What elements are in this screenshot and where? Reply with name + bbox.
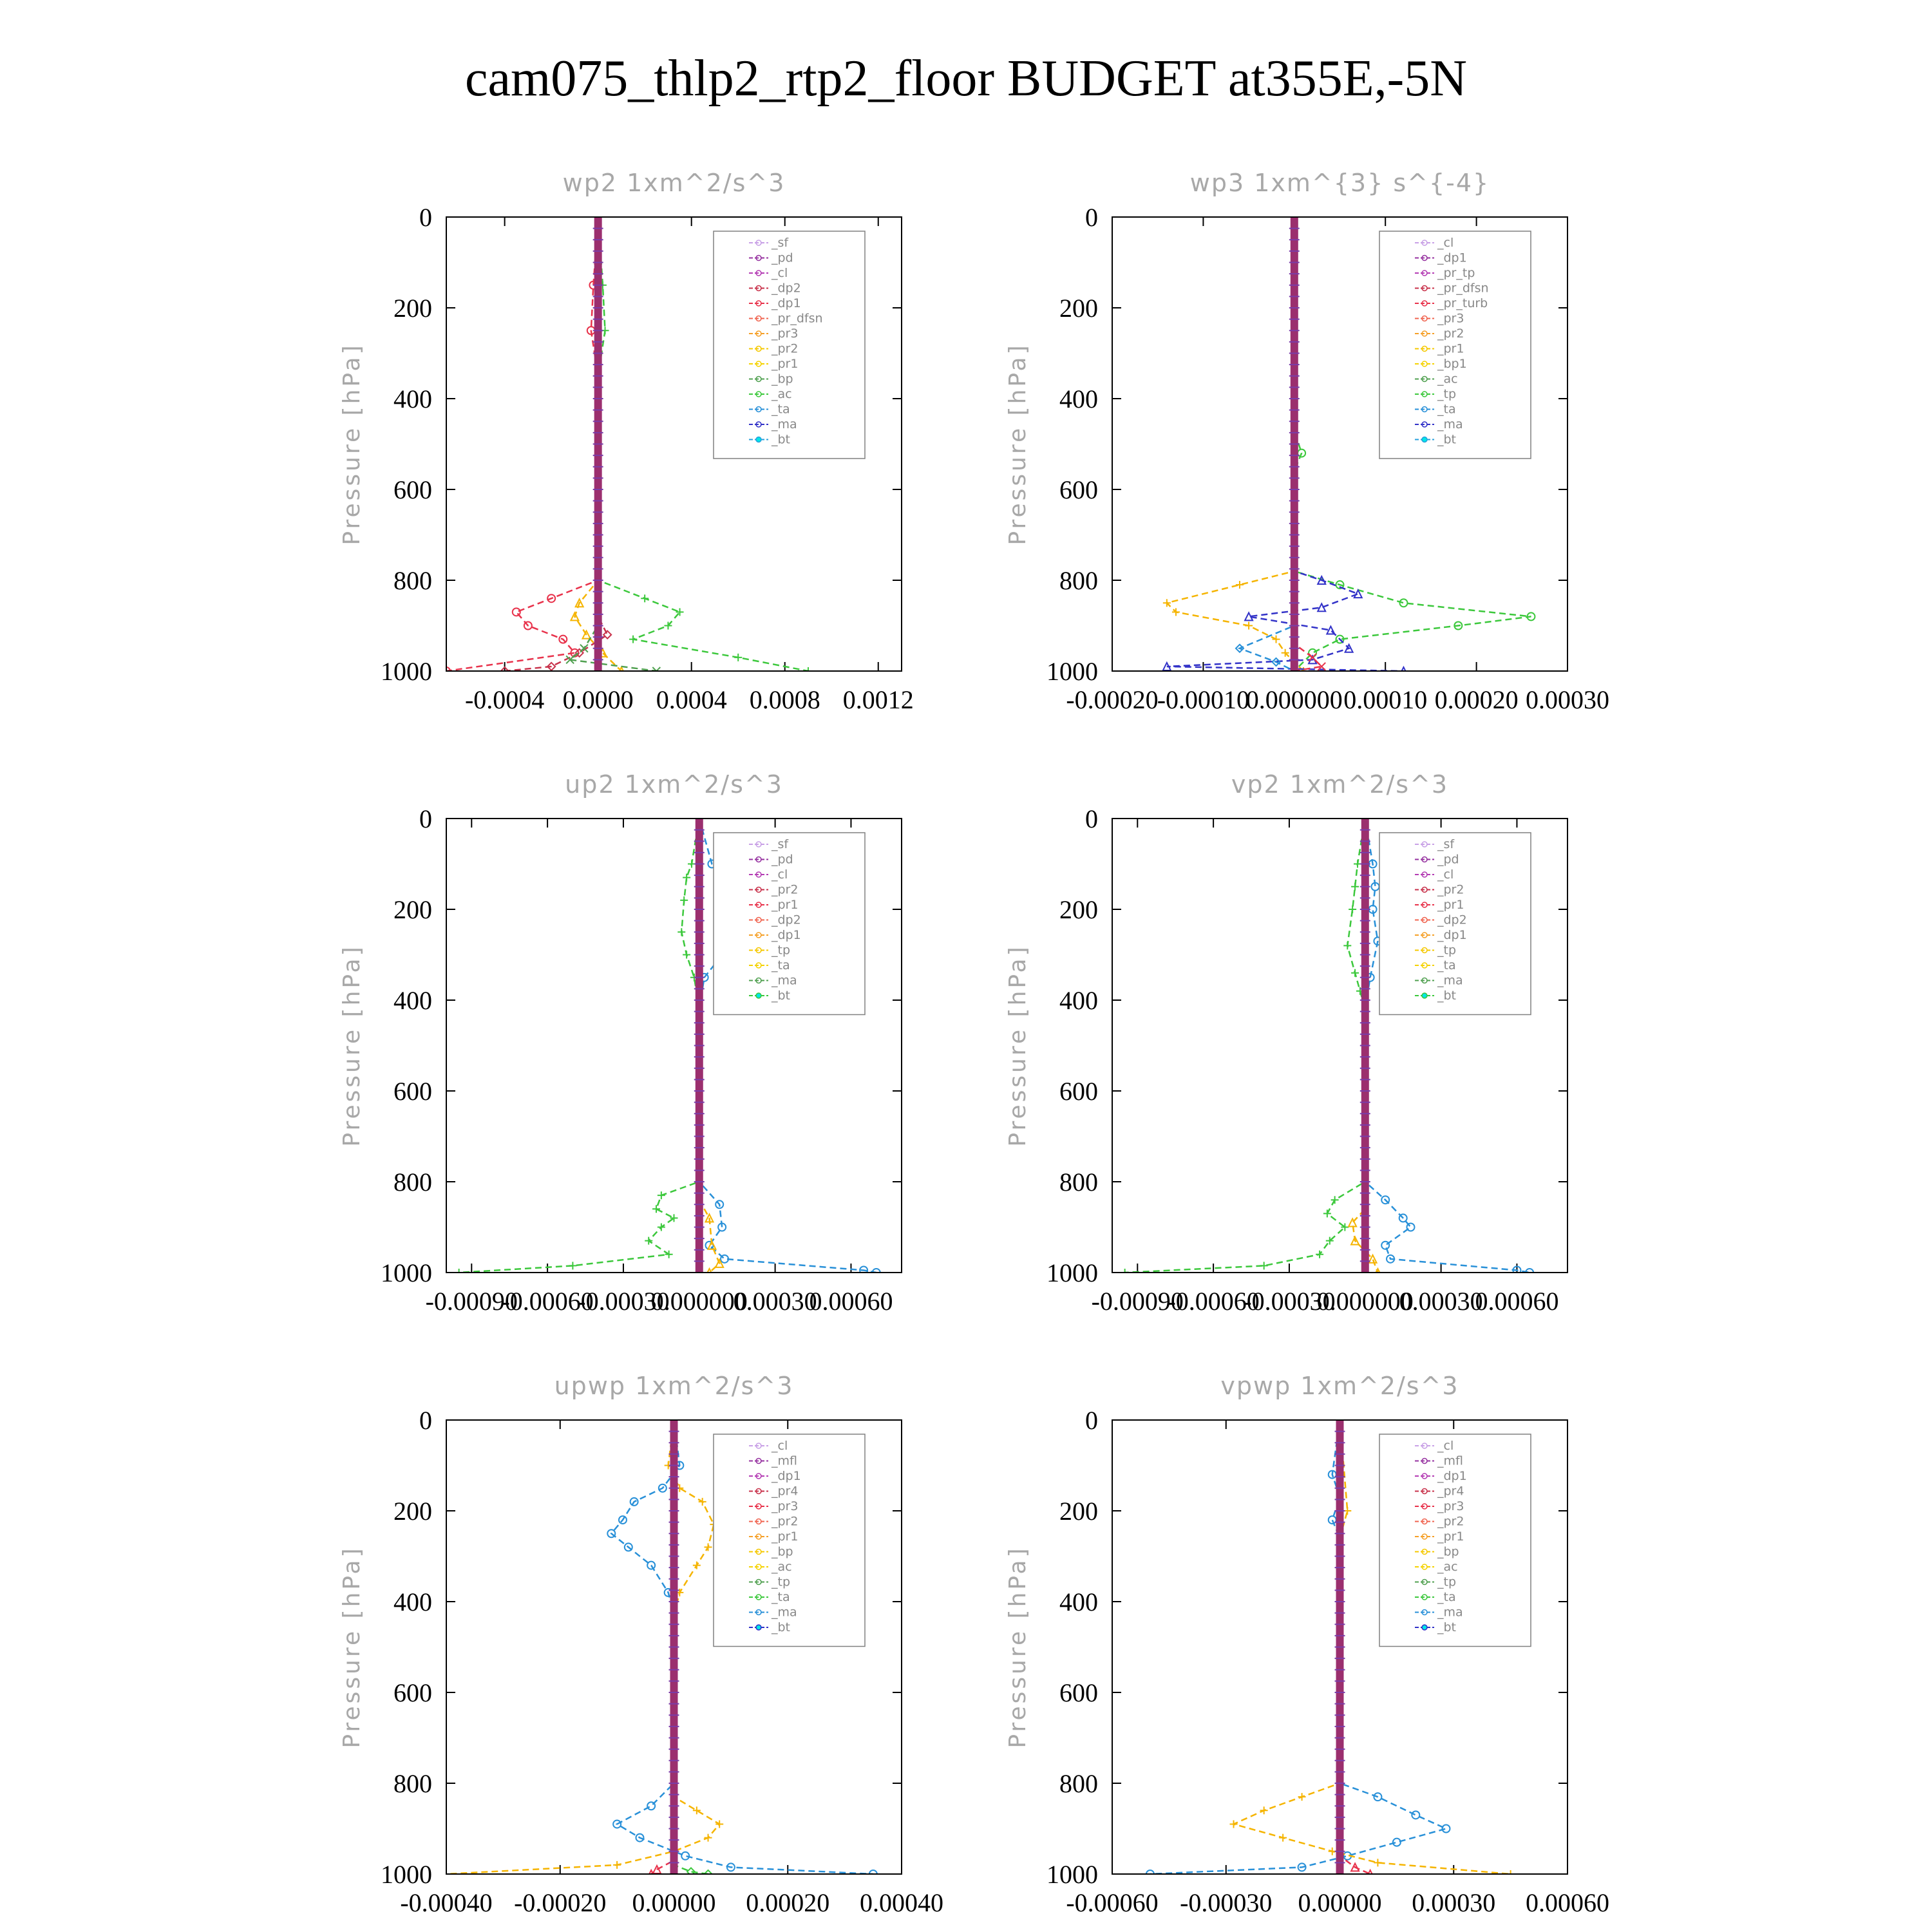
data-point <box>658 1191 665 1199</box>
y-tick-label: 400 <box>393 384 432 413</box>
x-tick-label: -0.00030 <box>1180 1888 1273 1917</box>
x-tick-label: 0.00060 <box>809 1287 893 1316</box>
legend-entry: _pr1 <box>1437 341 1464 356</box>
legend-entry: _dp1 <box>772 296 801 310</box>
data-point <box>1230 1820 1238 1828</box>
legend-entry: _ma <box>772 1605 797 1620</box>
legend-entry: _sf <box>772 236 789 250</box>
panel-title: wp2 1xm^2/s^3 <box>562 169 786 197</box>
y-tick-label: 200 <box>1059 1497 1098 1526</box>
legend-entry: _sf <box>1437 837 1455 851</box>
legend-marker <box>1422 993 1427 998</box>
legend-entry: _pd <box>772 852 793 867</box>
data-point <box>1351 969 1359 977</box>
y-tick-label: 1000 <box>381 657 432 686</box>
y-tick-label: 0 <box>1085 804 1098 833</box>
x-tick-label: -0.00090 <box>425 1287 518 1316</box>
data-point <box>652 1205 660 1213</box>
legend-entry: _dp2 <box>772 913 801 927</box>
series-line <box>1167 217 1404 671</box>
legend-entry: _cl <box>772 1439 788 1453</box>
legend-entry: _bp <box>1437 1544 1459 1559</box>
legend-entry: _ta <box>1437 1590 1456 1604</box>
legend-entry: _bt <box>772 989 791 1003</box>
legend-entry: _tp <box>772 943 791 958</box>
legend-entry: _pr_turb <box>1437 296 1488 310</box>
y-tick-label: 800 <box>1059 1769 1098 1798</box>
y-tick-label: 200 <box>393 294 432 323</box>
legend-entry: _pd <box>1437 852 1459 867</box>
x-tick-label: 0.0004 <box>656 685 727 714</box>
legend-entry: _cl <box>1437 867 1454 882</box>
data-point <box>1172 608 1180 616</box>
data-point <box>1260 1806 1268 1814</box>
data-point <box>1260 1262 1268 1269</box>
chart-panel <box>1005 169 1609 714</box>
y-tick-label: 400 <box>393 986 432 1015</box>
data-point <box>693 1562 701 1569</box>
series-line <box>446 217 598 671</box>
y-tick-label: 200 <box>393 895 432 924</box>
legend-entry: _ac <box>772 387 792 401</box>
legend-marker <box>756 993 761 998</box>
legend-entry: _dp1 <box>1437 928 1467 942</box>
y-tick-label: 400 <box>1059 986 1098 1015</box>
legend-entry: _ac <box>1437 372 1458 386</box>
legend-entry: _cl <box>1437 236 1454 250</box>
chart-panel <box>1005 1372 1609 1917</box>
legend-marker <box>1422 437 1427 442</box>
y-tick-label: 200 <box>1059 294 1098 323</box>
panel-title: vp2 1xm^2/s^3 <box>1231 770 1449 799</box>
chart-panel <box>339 169 914 714</box>
legend-marker <box>756 437 761 442</box>
chart-panel <box>339 1372 943 1917</box>
x-tick-label: 0.00030 <box>733 1287 817 1316</box>
x-tick-label: 0.00000 <box>632 1888 716 1917</box>
y-tick-label: 600 <box>1059 1678 1098 1707</box>
x-tick-label: 0.00030 <box>1526 685 1609 714</box>
legend-entry: _cl <box>772 867 788 882</box>
y-tick-label: 800 <box>393 1168 432 1197</box>
y-tick-label: 1000 <box>1046 1258 1098 1287</box>
legend-entry: _dp2 <box>772 281 801 296</box>
legend-entry: _pr2 <box>772 341 799 356</box>
data-point <box>1343 942 1351 949</box>
legend-entry: _ac <box>1437 1560 1458 1574</box>
series-line <box>570 217 656 671</box>
y-axis-label: Pressure [hPa] <box>339 343 365 545</box>
legend-entry: _ta <box>772 1590 790 1604</box>
data-point <box>613 1861 621 1869</box>
legend-entry: _ta <box>772 958 790 972</box>
y-axis-label: Pressure [hPa] <box>1005 1546 1031 1748</box>
y-tick-label: 800 <box>393 566 432 595</box>
data-point <box>1351 883 1359 891</box>
y-tick-label: 200 <box>1059 895 1098 924</box>
y-tick-label: 600 <box>393 1077 432 1106</box>
legend-entry: _tp <box>1437 387 1457 401</box>
data-point <box>1298 1793 1306 1801</box>
legend-entry: _pr1 <box>1437 898 1464 912</box>
data-point <box>693 1806 701 1814</box>
data-point <box>1327 627 1334 634</box>
y-tick-label: 400 <box>1059 1587 1098 1616</box>
x-tick-label: -0.00030 <box>1243 1287 1336 1316</box>
chart-panel <box>1005 770 1567 1316</box>
y-tick-label: 1000 <box>1046 657 1098 686</box>
chart-panel <box>339 770 902 1316</box>
y-tick-label: 1000 <box>381 1258 432 1287</box>
legend-entry: _mfl <box>1437 1454 1463 1468</box>
data-point <box>699 1498 706 1506</box>
x-tick-label: 0.000000 <box>1316 1287 1414 1316</box>
legend-entry: _ma <box>1437 973 1463 988</box>
data-point <box>1279 1834 1287 1842</box>
legend-marker <box>1422 1625 1427 1630</box>
y-tick-label: 400 <box>1059 384 1098 413</box>
data-point <box>1374 1859 1381 1866</box>
data-point <box>1406 1224 1414 1231</box>
y-tick-label: 600 <box>1059 475 1098 504</box>
panel-title: upwp 1xm^2/s^3 <box>554 1372 794 1400</box>
x-tick-label: -0.00020 <box>1066 685 1159 714</box>
legend-entry: _bp <box>772 1544 793 1559</box>
legend-entry: _ta <box>1437 402 1456 417</box>
legend-entry: _sf <box>772 837 789 851</box>
y-tick-label: 600 <box>393 475 432 504</box>
legend-entry: _pr2 <box>1437 1514 1464 1529</box>
legend-entry: _pr2 <box>772 1514 799 1529</box>
legend-entry: _dp2 <box>1437 913 1467 927</box>
data-point <box>647 1802 655 1810</box>
legend-entry: _pr2 <box>772 882 799 897</box>
legend-entry: _bt <box>1437 432 1457 447</box>
legend-entry: _cl <box>1437 1439 1454 1453</box>
x-tick-label: 0.00030 <box>1412 1888 1496 1917</box>
legend-entry: _dp1 <box>1437 251 1467 265</box>
legend-entry: _bp <box>772 372 793 386</box>
data-point <box>680 896 688 904</box>
y-tick-label: 0 <box>419 1406 432 1435</box>
legend-entry: _pr1 <box>772 898 799 912</box>
data-point <box>683 874 690 882</box>
x-tick-label: 0.0000 <box>562 685 634 714</box>
legend-entry: _pr2 <box>1437 882 1464 897</box>
data-point <box>683 951 690 959</box>
legend-entry: _dp1 <box>1437 1469 1467 1483</box>
y-tick-label: 0 <box>419 804 432 833</box>
data-point <box>1318 603 1325 611</box>
data-point <box>1273 636 1280 643</box>
y-tick-label: 800 <box>1059 566 1098 595</box>
y-tick-label: 0 <box>419 203 432 232</box>
data-point <box>1245 622 1253 630</box>
x-tick-label: 0.00030 <box>1399 1287 1483 1316</box>
series-line <box>1125 819 1365 1273</box>
x-tick-label: 0.00020 <box>746 1888 830 1917</box>
legend-entry: _pd <box>772 251 793 265</box>
x-tick-label: 0.00020 <box>1434 685 1519 714</box>
legend-entry: _bp1 <box>1437 357 1467 371</box>
data-point <box>734 654 742 661</box>
data-point <box>1316 1251 1323 1258</box>
legend-entry: _pr4 <box>772 1484 799 1499</box>
legend-entry: _tp <box>1437 1575 1457 1589</box>
legend-entry: _bt <box>772 1620 791 1634</box>
series-line <box>459 819 699 1273</box>
y-tick-label: 200 <box>393 1497 432 1526</box>
legend-entry: _pr3 <box>772 1499 799 1513</box>
data-point <box>1381 1242 1389 1249</box>
data-point <box>513 608 520 616</box>
legend-entry: _ma <box>1437 1605 1463 1620</box>
legend-entry: _pr4 <box>1437 1484 1464 1499</box>
legend-entry: _pr3 <box>1437 1499 1464 1513</box>
panel-title: vpwp 1xm^2/s^3 <box>1220 1372 1459 1400</box>
x-tick-label: 0.00060 <box>1475 1287 1559 1316</box>
x-tick-label: 0.0008 <box>749 685 820 714</box>
y-axis-label: Pressure [hPa] <box>1005 944 1031 1147</box>
legend-entry: _ac <box>772 1560 792 1574</box>
data-point <box>677 928 685 936</box>
legend-entry: _tp <box>1437 943 1457 958</box>
x-tick-label: 0.00040 <box>860 1888 943 1917</box>
y-tick-label: 800 <box>1059 1168 1098 1197</box>
legend-entry: _ma <box>772 973 797 988</box>
y-tick-label: 1000 <box>1046 1860 1098 1889</box>
data-point <box>569 1262 576 1269</box>
legend-entry: _pr_dfsn <box>1437 281 1489 296</box>
data-point <box>1236 581 1244 589</box>
y-tick-label: 800 <box>393 1769 432 1798</box>
y-tick-label: 0 <box>1085 1406 1098 1435</box>
legend-entry: _bt <box>1437 989 1457 1003</box>
legend-entry: _pr1 <box>772 357 799 371</box>
y-axis-label: Pressure [hPa] <box>339 944 365 1147</box>
legend-entry: _mfl <box>772 1454 797 1468</box>
legend-entry: _pr_dfsn <box>772 311 823 326</box>
x-tick-label: 0.00060 <box>1526 1888 1609 1917</box>
x-tick-label: -0.00090 <box>1091 1287 1184 1316</box>
panel-title: wp3 1xm^{3} s^{-4} <box>1189 169 1490 197</box>
panel-title: up2 1xm^2/s^3 <box>565 770 783 799</box>
legend-entry: _bt <box>1437 1620 1457 1634</box>
legend-entry: _cl <box>772 266 788 280</box>
x-tick-label: 0.00010 <box>1343 685 1428 714</box>
legend-entry: _ta <box>1437 958 1456 972</box>
legend-entry: _pr_tp <box>1437 266 1475 280</box>
series-line <box>1240 217 1294 671</box>
series-line <box>1167 217 1303 671</box>
y-axis-label: Pressure [hPa] <box>339 1546 365 1748</box>
data-point <box>705 1543 712 1551</box>
legend-entry: _ta <box>772 402 790 417</box>
legend-entry: _pr1 <box>1437 1530 1464 1544</box>
data-point <box>705 1834 712 1842</box>
x-tick-label: -0.00060 <box>1167 1287 1260 1316</box>
y-tick-label: 600 <box>1059 1077 1098 1106</box>
x-tick-label: 0.000000 <box>1245 685 1343 714</box>
y-tick-label: 1000 <box>381 1860 432 1889</box>
x-tick-label: 0.000000 <box>650 1287 748 1316</box>
x-tick-label: -0.0004 <box>464 685 545 714</box>
data-point <box>1412 1811 1419 1819</box>
x-tick-label: -0.00060 <box>501 1287 594 1316</box>
legend-entry: _tp <box>772 1575 791 1589</box>
legend-entry: _dp1 <box>772 928 801 942</box>
legend-entry: _pr3 <box>1437 311 1464 326</box>
data-point <box>1349 905 1356 913</box>
data-point <box>629 636 637 643</box>
series-line <box>505 217 608 671</box>
y-tick-label: 400 <box>393 1587 432 1616</box>
data-point <box>1323 1209 1331 1217</box>
x-tick-label: -0.00040 <box>400 1888 493 1917</box>
x-tick-label: -0.00060 <box>1066 1888 1159 1917</box>
legend-entry: _pr1 <box>772 1530 799 1544</box>
legend-marker <box>756 1625 761 1630</box>
legend-entry: _dp1 <box>772 1469 801 1483</box>
legend-entry: _pr3 <box>772 327 799 341</box>
data-point <box>1331 1196 1339 1204</box>
x-tick-label: 0.00000 <box>1298 1888 1382 1917</box>
y-tick-label: 0 <box>1085 203 1098 232</box>
chart-panels <box>339 169 1609 1917</box>
x-tick-label: 0.0012 <box>842 685 914 714</box>
figure-title: cam075_thlp2_rtp2_floor BUDGET at355E,-5N <box>464 50 1468 107</box>
data-point <box>715 1820 723 1828</box>
y-axis-label: Pressure [hPa] <box>1005 343 1031 545</box>
x-tick-label: -0.00030 <box>577 1287 670 1316</box>
y-tick-label: 600 <box>393 1678 432 1707</box>
legend-entry: _bt <box>772 432 791 447</box>
x-tick-label: -0.00020 <box>514 1888 607 1917</box>
legend-entry: _ma <box>772 417 797 431</box>
legend-entry: _pr2 <box>1437 327 1464 341</box>
x-tick-label: -0.00010 <box>1157 685 1250 714</box>
data-point <box>641 594 649 602</box>
legend-entry: _ma <box>1437 417 1463 431</box>
